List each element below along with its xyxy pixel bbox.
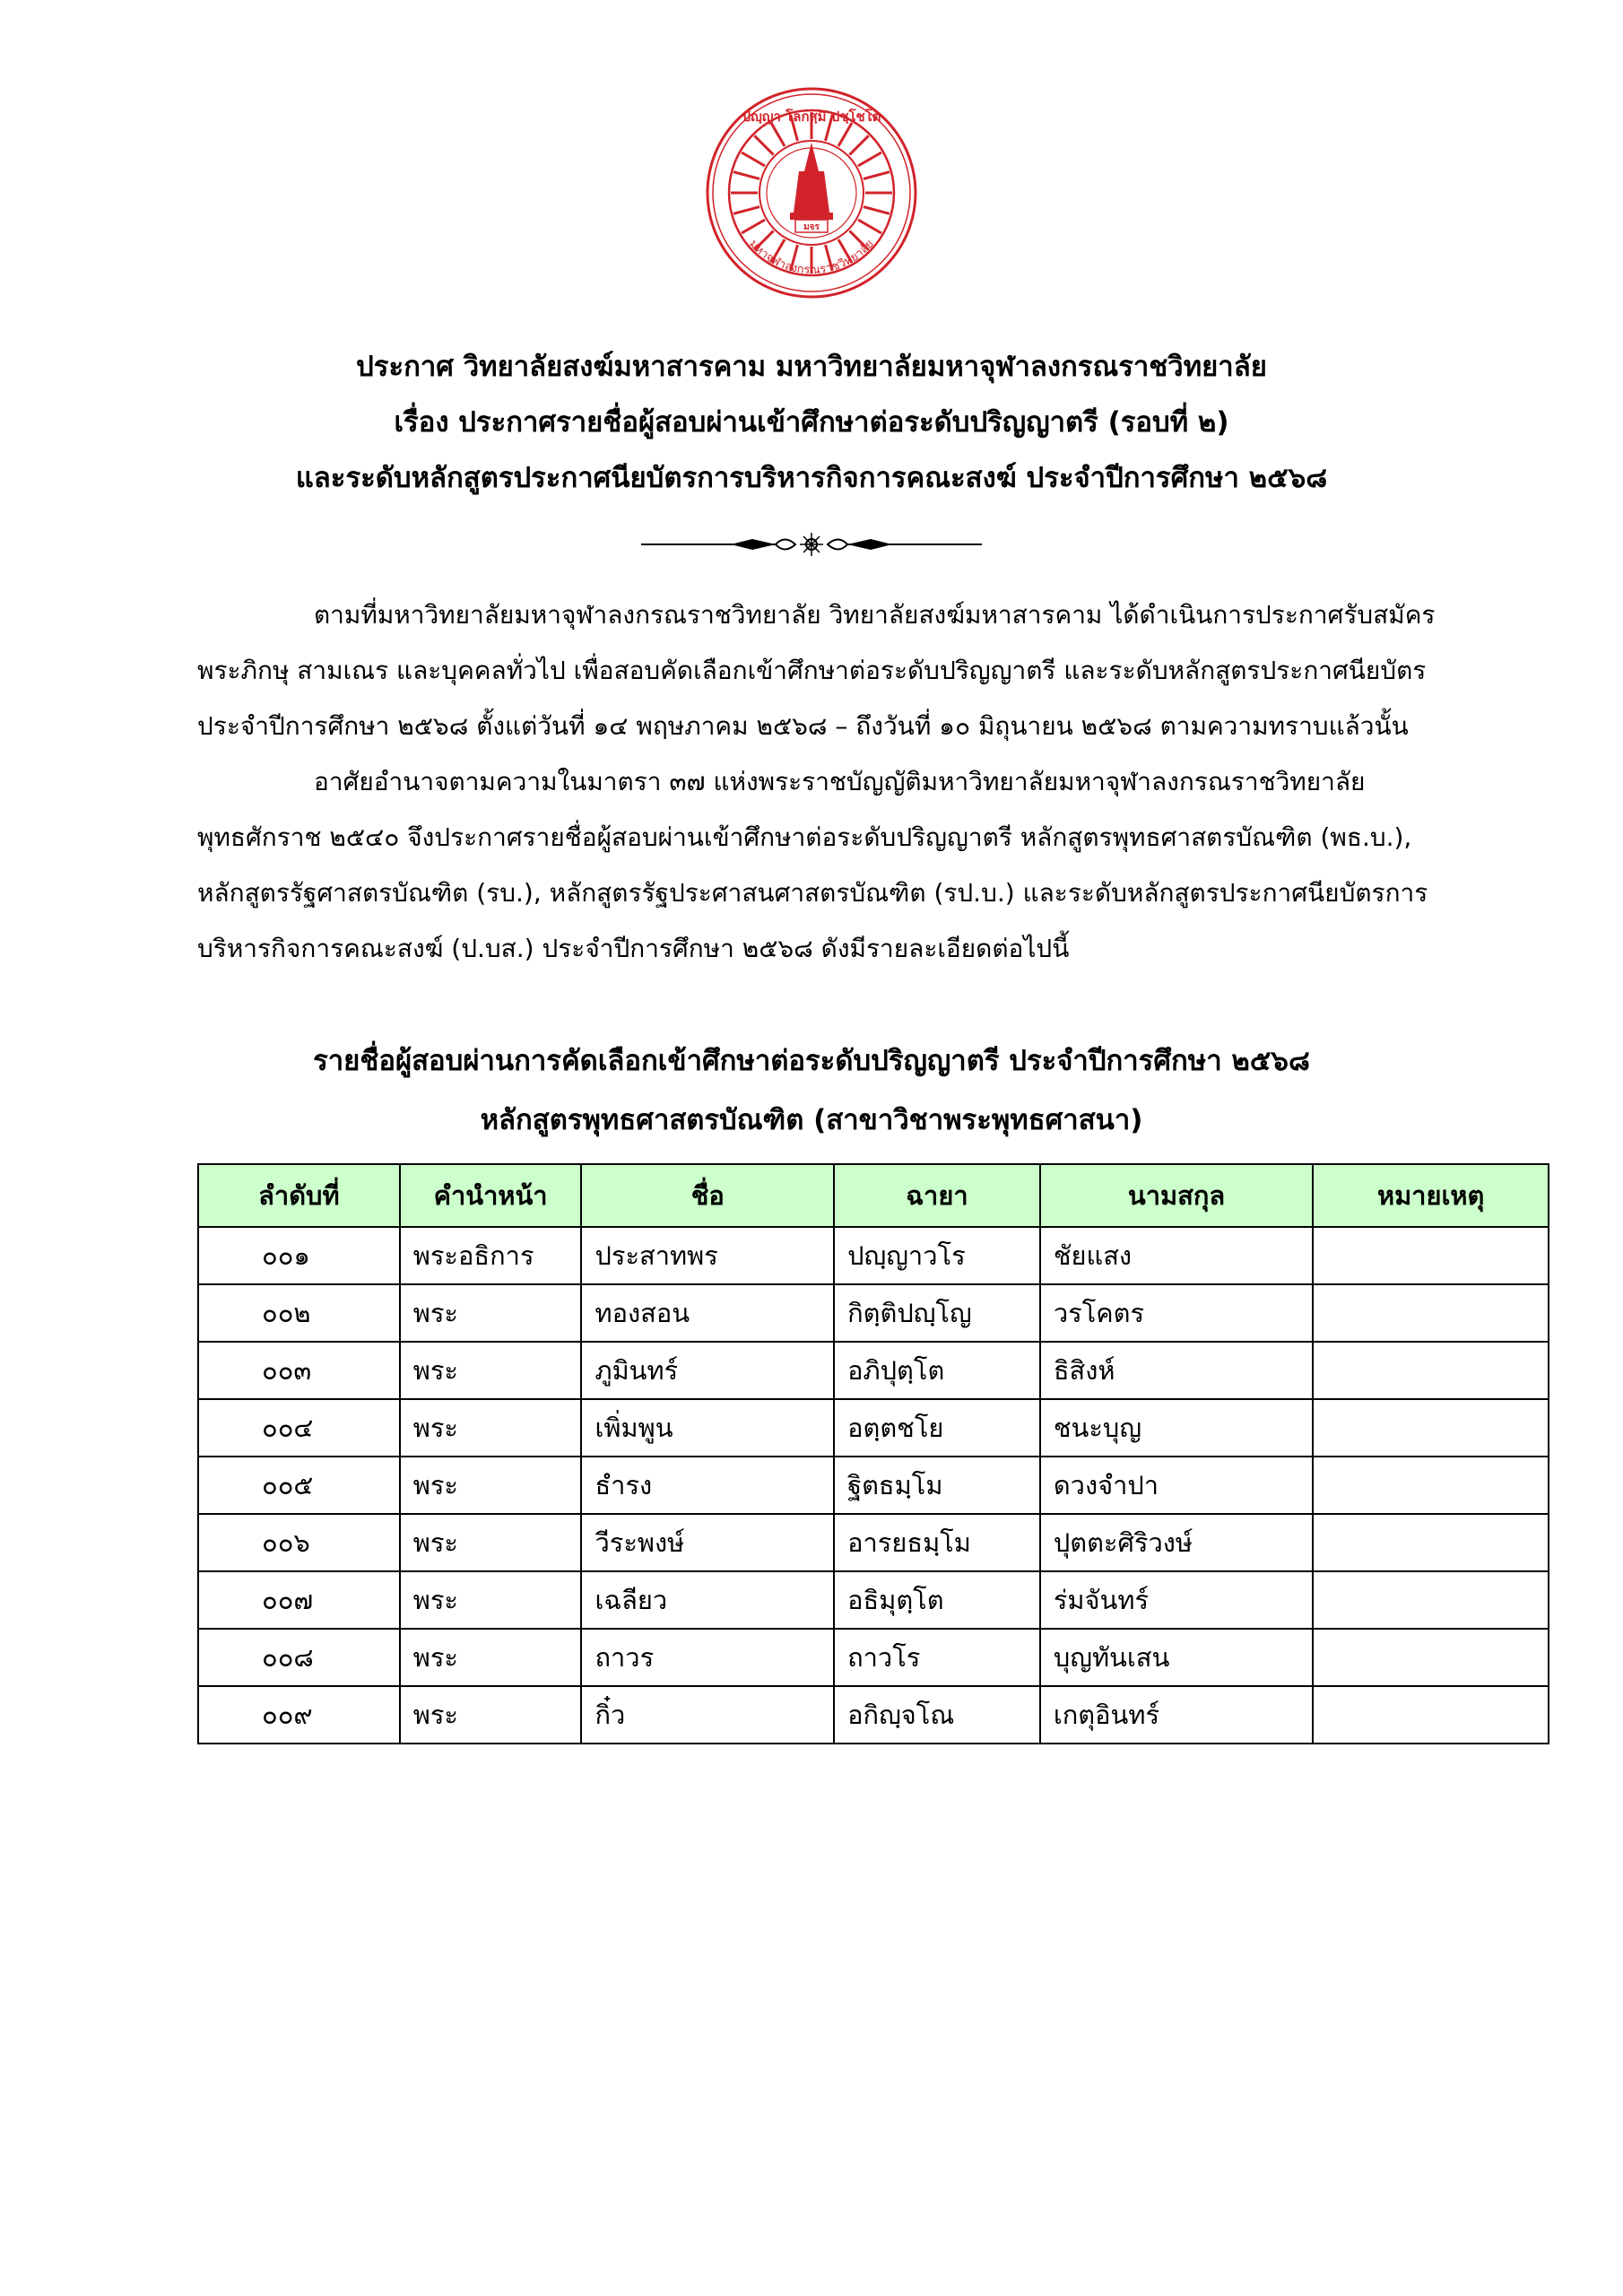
ornamental-divider-icon xyxy=(641,529,982,560)
cell-monastic-name: ถาวโร xyxy=(834,1629,1040,1686)
cell-order: ๐๐๖ xyxy=(198,1514,400,1571)
header-line-2: เรื่อง ประกาศรายชื่อผู้สอบผ่านเข้าศึกษาต่อระดับปริญญาตรี (รอบที่ ๒) xyxy=(394,406,1229,439)
cell-monastic-name: กิตฺติปญฺโญ xyxy=(834,1284,1040,1342)
cell-monastic-name: อกิญฺจโณ xyxy=(834,1686,1040,1744)
cell-surname: ชนะบุญ xyxy=(1040,1399,1313,1457)
paragraph-2-line-4: บริหารกิจการคณะสงฆ์ (ป.บส.) ประจำปีการศึกษา ๒๕๖๘ ดังมีรายละเอียดต่อไปนี้ xyxy=(197,934,1070,963)
cell-remarks xyxy=(1313,1227,1549,1284)
seal-spoke xyxy=(858,220,881,233)
cell-monastic-name: ปญฺญาวโร xyxy=(834,1227,1040,1284)
cell-remarks xyxy=(1313,1342,1549,1399)
table-row xyxy=(198,1227,1549,1284)
cell-title: พระอธิการ xyxy=(400,1227,582,1284)
cell-order: ๐๐๓ xyxy=(198,1342,400,1399)
seal-spoke xyxy=(754,135,773,154)
cell-name: ถาวร xyxy=(581,1629,834,1686)
seal-spoke xyxy=(864,172,890,179)
cell-name: ธำรง xyxy=(581,1457,834,1514)
table-header-row xyxy=(198,1164,1549,1227)
paragraph-1-line-1: ตามที่มหาวิทยาลัยมหาจุฬาลงกรณราชวิทยาลัย วิทยาลัยสงฆ์มหาสารคาม ได้ดำเนินการประกาศรับสมัคร xyxy=(314,600,1436,630)
cell-title: พระ xyxy=(400,1457,582,1514)
seal-spoke xyxy=(733,172,759,179)
cell-monastic-name: อธิมุตฺโต xyxy=(834,1571,1040,1629)
paragraph-2-line-2: พุทธศักราช ๒๕๔๐ จึงประกาศรายชื่อผู้สอบผ่านเข้าศึกษาต่อระดับปริญญาตรี หลักสูตรพุทธศาสตรบัณฑิต (พธ.บ.), xyxy=(197,822,1412,852)
cell-monastic-name: อตฺตชโย xyxy=(834,1399,1040,1457)
paragraph-2 xyxy=(197,754,1480,977)
header-line-1: ประกาศ วิทยาลัยสงฆ์มหาสารคาม มหาวิทยาลัยมหาจุฬาลงกรณราชวิทยาลัย xyxy=(356,351,1267,383)
table-row xyxy=(198,1457,1549,1514)
cell-name: ภูมินทร์ xyxy=(581,1342,834,1399)
cell-title: พระ xyxy=(400,1571,582,1629)
seal-spoke xyxy=(858,152,881,166)
seal-spoke xyxy=(733,207,759,214)
cell-name: ประสาทพร xyxy=(581,1227,834,1284)
table-row xyxy=(198,1629,1549,1686)
seal-motto-text: ปญฺญา โลกสฺมิ ปชฺโชโต xyxy=(742,109,881,125)
cell-surname: เกตุอินทร์ xyxy=(1040,1686,1313,1744)
cell-name: กิ๋ว xyxy=(581,1686,834,1744)
table-row xyxy=(198,1342,1549,1399)
university-seal-logo xyxy=(704,85,919,300)
cell-order: ๐๐๔ xyxy=(198,1399,400,1457)
cell-order: ๐๐๙ xyxy=(198,1686,400,1744)
cell-remarks xyxy=(1313,1571,1549,1629)
seal-spoke xyxy=(771,123,785,146)
cell-title: พระ xyxy=(400,1342,582,1399)
cell-title: พระ xyxy=(400,1284,582,1342)
list-title: รายชื่อผู้สอบผ่านการคัดเลือกเข้าศึกษาต่อระดับปริญญาตรี ประจำปีการศึกษา ๒๕๖๘ xyxy=(313,1045,1310,1077)
cell-order: ๐๐๒ xyxy=(198,1284,400,1342)
cell-surname: ชัยแสง xyxy=(1040,1227,1313,1284)
cell-title: พระ xyxy=(400,1514,582,1571)
announcement-body xyxy=(197,587,1480,977)
column-header-surname: นามสกุล xyxy=(1040,1164,1313,1227)
column-header-order: ลำดับที่ xyxy=(198,1164,400,1227)
cell-remarks xyxy=(1313,1399,1549,1457)
cell-monastic-name: อารยธมฺโม xyxy=(834,1514,1040,1571)
table-row xyxy=(198,1571,1549,1629)
header-line-3: และระดับหลักสูตรประกาศนียบัตรการบริหารกิจการคณะสงฆ์ ประจำปีการศึกษา ๒๕๖๘ xyxy=(295,462,1328,494)
seal-ring-text: มหาจุฬาลงกรณราชวิทยาลัย xyxy=(746,237,877,278)
cell-name: ทองสอน xyxy=(581,1284,834,1342)
table-row xyxy=(198,1399,1549,1457)
column-header-remarks: หมายเหตุ xyxy=(1313,1164,1549,1227)
cell-surname: วรโคตร xyxy=(1040,1284,1313,1342)
cell-order: ๐๐๕ xyxy=(198,1457,400,1514)
seal-center-text: มจร xyxy=(803,222,820,232)
column-header-name: ชื่อ xyxy=(581,1164,834,1227)
cell-surname: ปุตตะศิริวงษ์ xyxy=(1040,1514,1313,1571)
seal-spoke xyxy=(849,135,868,154)
cell-surname: ร่มจันทร์ xyxy=(1040,1571,1313,1629)
cell-title: พระ xyxy=(400,1629,582,1686)
paragraph-1-line-2: พระภิกษุ สามเณร และบุคคลทั่วไป เพื่อสอบคัดเลือกเข้าศึกษาต่อระดับปริญญาตรี และระดับหลักสูตรประกาศนียบัตร xyxy=(197,656,1427,685)
paragraph-1-line-3: ประจำปีการศึกษา ๒๕๖๘ ตั้งแต่วันที่ ๑๔ พฤษภาคม ๒๕๖๘ – ถึงวันที่ ๑๐ มิถุนายน ๒๕๖๘ ตามความทราบแล้วนั้น xyxy=(197,711,1409,741)
column-header-monastic-name: ฉายา xyxy=(834,1164,1040,1227)
cell-monastic-name: ฐิตธมฺโม xyxy=(834,1457,1040,1514)
table-row xyxy=(198,1686,1549,1744)
seal-spoke xyxy=(742,220,765,233)
cell-remarks xyxy=(1313,1284,1549,1342)
paragraph-1 xyxy=(197,587,1480,754)
cell-order: ๐๐๗ xyxy=(198,1571,400,1629)
column-header-title: คำนำหน้า xyxy=(400,1164,582,1227)
cell-remarks xyxy=(1313,1514,1549,1571)
seal-spoke xyxy=(864,207,890,214)
list-title-block xyxy=(90,1031,1533,1150)
cell-remarks xyxy=(1313,1629,1549,1686)
cell-title: พระ xyxy=(400,1686,582,1744)
passed-candidates-table xyxy=(197,1163,1549,1744)
table-row xyxy=(198,1284,1549,1342)
table-row xyxy=(198,1514,1549,1571)
cell-surname: ดวงจำปา xyxy=(1040,1457,1313,1514)
paragraph-2-line-3: หลักสูตรรัฐศาสตรบัณฑิต (รบ.), หลักสูตรรัฐประศาสนศาสตรบัณฑิต (รป.บ.) และระดับหลักสูตรประกาศนียบัตรการ xyxy=(197,878,1428,908)
paragraph-2-line-1: อาศัยอำนาจตามความในมาตรา ๓๗ แห่งพระราชบัญญัติมหาวิทยาลัยมหาจุฬาลงกรณราชวิทยาลัย xyxy=(314,767,1366,796)
cell-name: วีระพงษ์ xyxy=(581,1514,834,1571)
cell-name: เพิ่มพูน xyxy=(581,1399,834,1457)
cell-name: เฉลียว xyxy=(581,1571,834,1629)
cell-surname: บุญทันเสน xyxy=(1040,1629,1313,1686)
seal-spoke xyxy=(838,123,852,146)
cell-surname: ธิสิงห์ xyxy=(1040,1342,1313,1399)
cell-remarks xyxy=(1313,1686,1549,1744)
announcement-header xyxy=(90,339,1533,506)
list-subtitle: หลักสูตรพุทธศาสตรบัณฑิต (สาขาวิชาพระพุทธศาสนา) xyxy=(480,1104,1143,1136)
cell-order: ๐๐๑ xyxy=(198,1227,400,1284)
cell-monastic-name: อภิปุตฺโต xyxy=(834,1342,1040,1399)
seal-spoke xyxy=(742,152,765,166)
cell-remarks xyxy=(1313,1457,1549,1514)
cell-order: ๐๐๘ xyxy=(198,1629,400,1686)
cell-title: พระ xyxy=(400,1399,582,1457)
